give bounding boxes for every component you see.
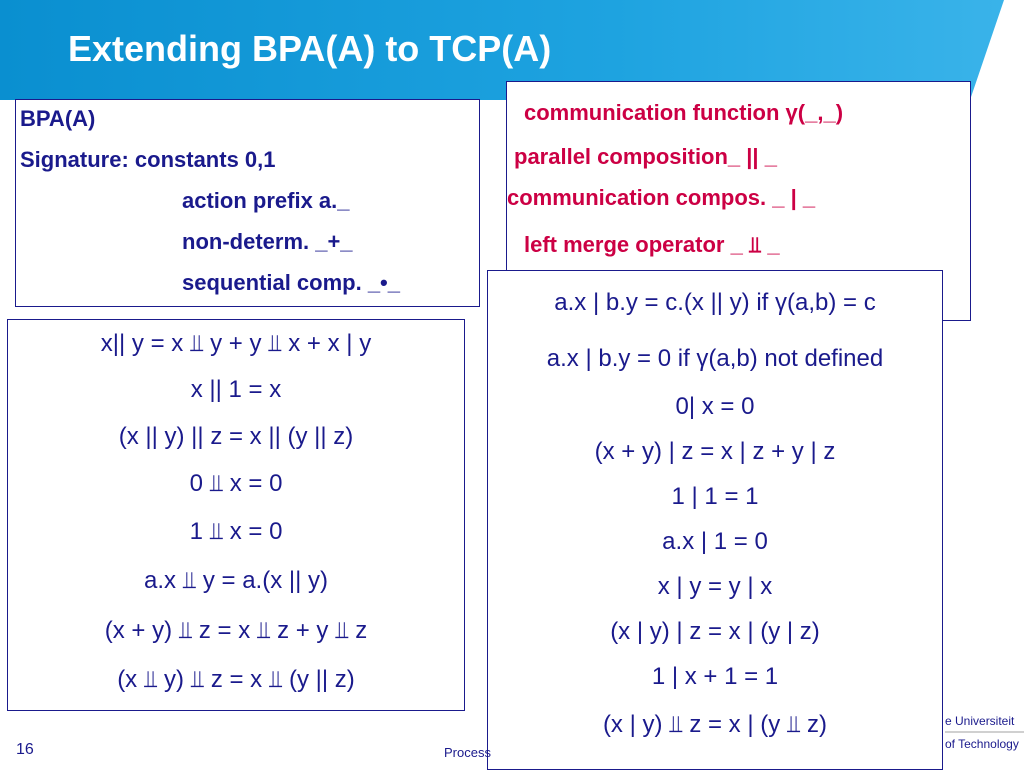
axiom-line: x|| y = x ⫫ y + y ⫫ x + x | y bbox=[100, 330, 372, 357]
axiom-line: (x + y) ⫫ z = x ⫫ z + y ⫫ z bbox=[104, 617, 368, 644]
axiom-line: (x | y) ⫫ z = x | (y ⫫ z) bbox=[602, 711, 828, 738]
axiom-line: 0 ⫫ x = 0 bbox=[189, 470, 283, 497]
axiom-line: (x ⫫ y) ⫫ z = x ⫫ (y || z) bbox=[117, 666, 355, 693]
communication-axioms-box bbox=[487, 270, 943, 770]
axiom-line: x | y = y | x bbox=[657, 573, 773, 600]
bpa-heading: BPA(A) bbox=[20, 106, 96, 131]
axiom-line: a.x | b.y = 0 if γ(a,b) not defined bbox=[546, 345, 884, 372]
slide-title: Extending BPA(A) to TCP(A) bbox=[68, 28, 552, 69]
ext-left-merge: left merge operator _ ⫫ _ bbox=[524, 232, 780, 257]
university-logo-line1: e Universiteit bbox=[945, 714, 1015, 728]
axiom-line: (x + y) | z = x | z + y | z bbox=[594, 438, 836, 465]
bpa-signature-box bbox=[15, 99, 480, 307]
axiom-line: a.x ⫫ y = a.(x || y) bbox=[144, 567, 328, 594]
axiom-line: a.x | b.y = c.(x || y) if γ(a,b) = c bbox=[554, 289, 876, 316]
axiom-line: 1 ⫫ x = 0 bbox=[189, 518, 283, 545]
axiom-line: 0| x = 0 bbox=[675, 393, 755, 420]
logo-divider bbox=[945, 731, 1024, 733]
axiom-line: (x || y) || z = x || (y || z) bbox=[118, 423, 354, 450]
axiom-line: (x | y) | z = x | (y | z) bbox=[610, 618, 820, 645]
bpa-item-action-prefix: action prefix a._ bbox=[182, 188, 350, 213]
axiom-line: a.x | 1 = 0 bbox=[662, 528, 768, 555]
ext-parallel-composition: parallel composition_ || _ bbox=[514, 144, 777, 169]
left-merge-axioms-box bbox=[7, 319, 465, 711]
bpa-signature: Signature: constants 0,1 bbox=[20, 147, 276, 172]
bpa-item-sequential: sequential comp. _•_ bbox=[182, 270, 400, 295]
axiom-line: x || 1 = x bbox=[190, 376, 282, 403]
slide-number: 16 bbox=[16, 741, 34, 758]
bpa-item-nondeterm: non-determ. _+_ bbox=[182, 229, 353, 254]
university-logo-line2: of Technology bbox=[945, 737, 1019, 751]
axiom-line: 1 | x + 1 = 1 bbox=[651, 663, 779, 690]
footer-course-name: Process bbox=[444, 745, 491, 760]
ext-communication-function: communication function γ(_,_) bbox=[524, 100, 844, 125]
ext-communication-compos: communication compos. _ | _ bbox=[507, 185, 816, 210]
axiom-line: 1 | 1 = 1 bbox=[671, 483, 759, 510]
